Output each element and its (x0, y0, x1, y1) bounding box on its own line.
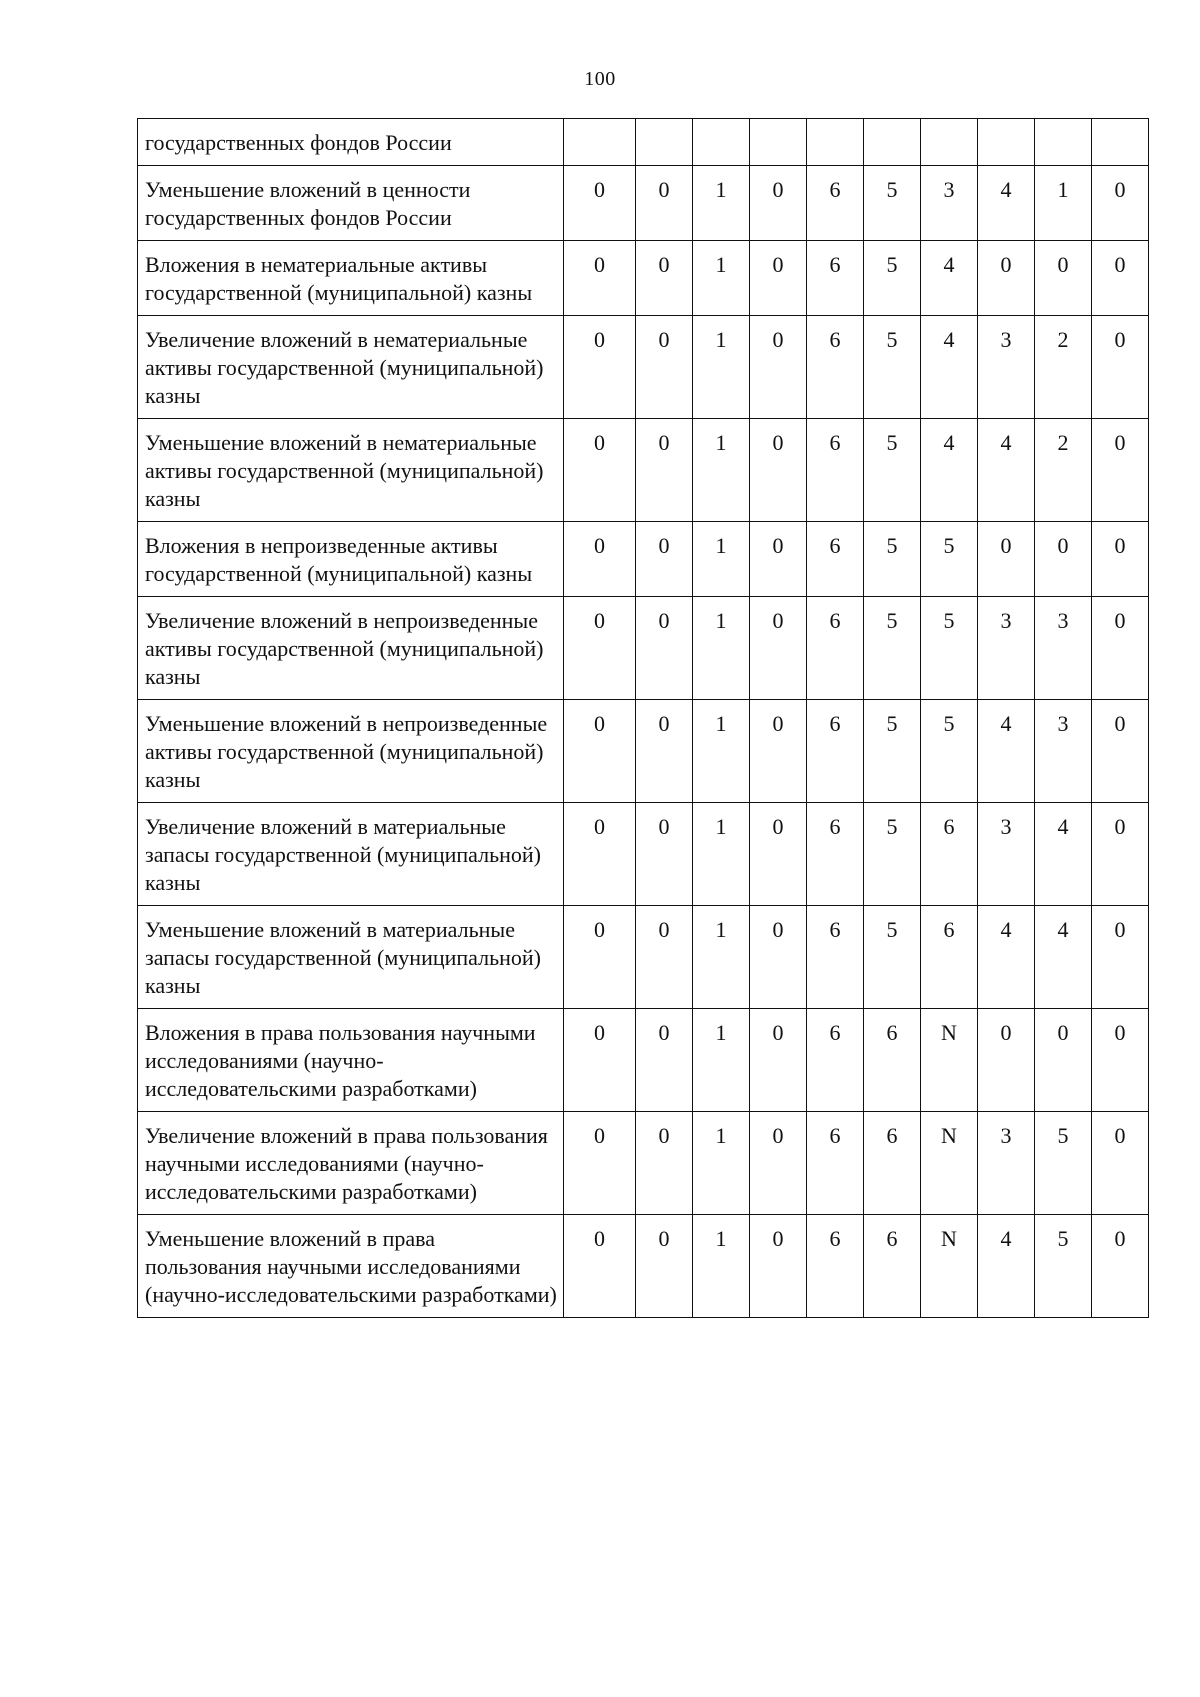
code-digit-cell: 0 (1092, 522, 1149, 597)
code-digit-cell: 3 (978, 803, 1035, 906)
code-digit-cell (636, 119, 693, 166)
row-description: Увеличение вложений в права пользования научными исследованиями (научно-исследовательскими разработками) (138, 1112, 564, 1215)
code-digit-cell: 4 (921, 419, 978, 522)
code-digit-cell: 1 (693, 522, 750, 597)
code-digit-cell: 0 (1092, 1009, 1149, 1112)
code-digit-cell: 0 (750, 419, 807, 522)
table-row (138, 166, 1149, 241)
code-digit-cell (921, 119, 978, 166)
code-digit-cell: 0 (564, 241, 636, 316)
code-digit-cell: 5 (864, 522, 921, 597)
code-digit-cell: 5 (864, 803, 921, 906)
code-digit-cell: 6 (807, 522, 864, 597)
row-description: Уменьшение вложений в материальные запасы государственной (муниципальной) казны (138, 906, 564, 1009)
code-digit-cell: 0 (636, 700, 693, 803)
code-digit-cell: 0 (1035, 1009, 1092, 1112)
code-digit-cell: 0 (564, 166, 636, 241)
code-digit-cell: 6 (921, 906, 978, 1009)
table-row (138, 241, 1149, 316)
row-description: Увеличение вложений в непроизведенные активы государственной (муниципальной) казны (138, 597, 564, 700)
code-digit-cell: 0 (750, 1215, 807, 1318)
code-digit-cell (1092, 119, 1149, 166)
code-digit-cell: 0 (1092, 803, 1149, 906)
code-digit-cell: N (921, 1112, 978, 1215)
code-digit-cell (693, 119, 750, 166)
code-digit-cell: 0 (1092, 906, 1149, 1009)
code-digit-cell: 0 (750, 906, 807, 1009)
account-codes-table (137, 118, 1149, 1318)
code-digit-cell: 0 (564, 419, 636, 522)
code-digit-cell: 2 (1035, 419, 1092, 522)
code-digit-cell: 0 (1092, 597, 1149, 700)
table-row (138, 522, 1149, 597)
code-digit-cell: 6 (807, 1112, 864, 1215)
code-digit-cell: 0 (1092, 700, 1149, 803)
page-number: 100 (584, 68, 616, 90)
code-digit-cell: 0 (636, 1215, 693, 1318)
code-digit-cell: 5 (1035, 1112, 1092, 1215)
code-digit-cell: 4 (978, 1215, 1035, 1318)
code-digit-cell: 0 (750, 241, 807, 316)
table-row (138, 906, 1149, 1009)
table-row (138, 316, 1149, 419)
code-digit-cell: 0 (636, 906, 693, 1009)
code-digit-cell: 1 (693, 597, 750, 700)
code-digit-cell: 6 (807, 906, 864, 1009)
table-row (138, 597, 1149, 700)
code-digit-cell: 1 (693, 316, 750, 419)
code-digit-cell: 4 (978, 700, 1035, 803)
code-digit-cell: 0 (636, 166, 693, 241)
code-digit-cell: 6 (807, 1215, 864, 1318)
table-row (138, 1215, 1149, 1318)
code-digit-cell: 6 (807, 597, 864, 700)
code-digit-cell (807, 119, 864, 166)
code-digit-cell (564, 119, 636, 166)
table-row (138, 803, 1149, 906)
code-digit-cell: 0 (636, 803, 693, 906)
code-digit-cell: 0 (564, 597, 636, 700)
row-description: Уменьшение вложений в непроизведенные активы государственной (муниципальной) казны (138, 700, 564, 803)
code-digit-cell: 5 (864, 316, 921, 419)
code-digit-cell: 0 (1092, 1112, 1149, 1215)
row-description: Уменьшение вложений в ценности государственных фондов России (138, 166, 564, 241)
code-digit-cell: 6 (807, 241, 864, 316)
table-row (138, 1009, 1149, 1112)
row-description: Вложения в непроизведенные активы государственной (муниципальной) казны (138, 522, 564, 597)
code-digit-cell: 0 (1092, 419, 1149, 522)
code-digit-cell: 0 (564, 906, 636, 1009)
code-digit-cell: 5 (864, 700, 921, 803)
code-digit-cell: 1 (693, 1215, 750, 1318)
code-digit-cell: 0 (1092, 166, 1149, 241)
code-digit-cell: 0 (750, 597, 807, 700)
code-digit-cell: 0 (564, 522, 636, 597)
code-digit-cell: 0 (1092, 1215, 1149, 1318)
code-digit-cell: 0 (636, 1009, 693, 1112)
code-digit-cell: 5 (864, 906, 921, 1009)
table-row (138, 419, 1149, 522)
code-digit-cell: 0 (636, 1112, 693, 1215)
code-digit-cell: 5 (921, 522, 978, 597)
code-digit-cell: 0 (636, 597, 693, 700)
code-digit-cell: 3 (978, 316, 1035, 419)
table-row (138, 119, 1149, 166)
code-digit-cell: 1 (693, 803, 750, 906)
row-description: Увеличение вложений в материальные запасы государственной (муниципальной) казны (138, 803, 564, 906)
row-description: Вложения в нематериальные активы государственной (муниципальной) казны (138, 241, 564, 316)
code-digit-cell: 1 (693, 1009, 750, 1112)
table-body (138, 119, 1149, 1318)
code-digit-cell: 0 (750, 1009, 807, 1112)
code-digit-cell (1035, 119, 1092, 166)
code-digit-cell: 6 (807, 803, 864, 906)
code-digit-cell: 6 (864, 1009, 921, 1112)
code-digit-cell: 6 (807, 700, 864, 803)
code-digit-cell: 4 (1035, 906, 1092, 1009)
code-digit-cell: 1 (1035, 166, 1092, 241)
code-digit-cell: 0 (750, 316, 807, 419)
code-digit-cell: 5 (864, 419, 921, 522)
code-digit-cell: N (921, 1009, 978, 1112)
code-digit-cell: 0 (564, 803, 636, 906)
code-digit-cell: 1 (693, 906, 750, 1009)
code-digit-cell: 0 (636, 522, 693, 597)
code-digit-cell: 3 (921, 166, 978, 241)
code-digit-cell: 3 (978, 597, 1035, 700)
code-digit-cell: 4 (978, 906, 1035, 1009)
code-digit-cell (864, 119, 921, 166)
code-digit-cell: 5 (921, 597, 978, 700)
code-digit-cell: 1 (693, 241, 750, 316)
row-description: Увеличение вложений в нематериальные активы государственной (муниципальной) казны (138, 316, 564, 419)
code-digit-cell (978, 119, 1035, 166)
code-digit-cell: 2 (1035, 316, 1092, 419)
code-digit-cell: 5 (864, 166, 921, 241)
row-description: Вложения в права пользования научными исследованиями (научно-исследовательскими разработками) (138, 1009, 564, 1112)
code-digit-cell: 0 (750, 522, 807, 597)
code-digit-cell: 6 (807, 316, 864, 419)
row-description: государственных фондов России (138, 119, 564, 166)
code-digit-cell: 3 (1035, 700, 1092, 803)
code-digit-cell: 0 (750, 700, 807, 803)
code-digit-cell: 0 (636, 241, 693, 316)
code-digit-cell: 1 (693, 700, 750, 803)
code-digit-cell: 1 (693, 166, 750, 241)
code-digit-cell: 4 (921, 241, 978, 316)
code-digit-cell: 6 (921, 803, 978, 906)
code-digit-cell: 3 (978, 1112, 1035, 1215)
code-digit-cell: 5 (864, 241, 921, 316)
code-digit-cell: 3 (1035, 597, 1092, 700)
code-digit-cell: 0 (636, 316, 693, 419)
row-description: Уменьшение вложений в нематериальные активы государственной (муниципальной) казны (138, 419, 564, 522)
code-digit-cell: 6 (807, 166, 864, 241)
code-digit-cell: 0 (1092, 316, 1149, 419)
code-digit-cell: 6 (807, 1009, 864, 1112)
code-digit-cell: 0 (564, 1215, 636, 1318)
code-digit-cell: N (921, 1215, 978, 1318)
code-digit-cell: 4 (978, 166, 1035, 241)
code-digit-cell: 5 (864, 597, 921, 700)
code-digit-cell: 0 (750, 803, 807, 906)
code-digit-cell: 5 (1035, 1215, 1092, 1318)
table-row (138, 1112, 1149, 1215)
code-digit-cell: 0 (978, 241, 1035, 316)
code-digit-cell: 0 (1035, 522, 1092, 597)
code-digit-cell: 1 (693, 1112, 750, 1215)
code-digit-cell: 1 (693, 419, 750, 522)
code-digit-cell: 0 (564, 1009, 636, 1112)
code-digit-cell: 0 (564, 316, 636, 419)
code-digit-cell: 4 (978, 419, 1035, 522)
code-digit-cell: 6 (864, 1215, 921, 1318)
code-digit-cell: 0 (1035, 241, 1092, 316)
row-description: Уменьшение вложений в права пользования научными исследованиями (научно-исследовательскими разработками) (138, 1215, 564, 1318)
code-digit-cell: 6 (864, 1112, 921, 1215)
code-digit-cell: 6 (807, 419, 864, 522)
code-digit-cell: 0 (1092, 241, 1149, 316)
code-digit-cell: 0 (564, 700, 636, 803)
table-row (138, 700, 1149, 803)
code-digit-cell (750, 119, 807, 166)
code-digit-cell: 4 (1035, 803, 1092, 906)
code-digit-cell: 0 (978, 1009, 1035, 1112)
code-digit-cell: 0 (636, 419, 693, 522)
code-digit-cell: 4 (921, 316, 978, 419)
code-digit-cell: 5 (921, 700, 978, 803)
code-digit-cell: 0 (564, 1112, 636, 1215)
code-digit-cell: 0 (978, 522, 1035, 597)
code-digit-cell: 0 (750, 1112, 807, 1215)
code-digit-cell: 0 (750, 166, 807, 241)
